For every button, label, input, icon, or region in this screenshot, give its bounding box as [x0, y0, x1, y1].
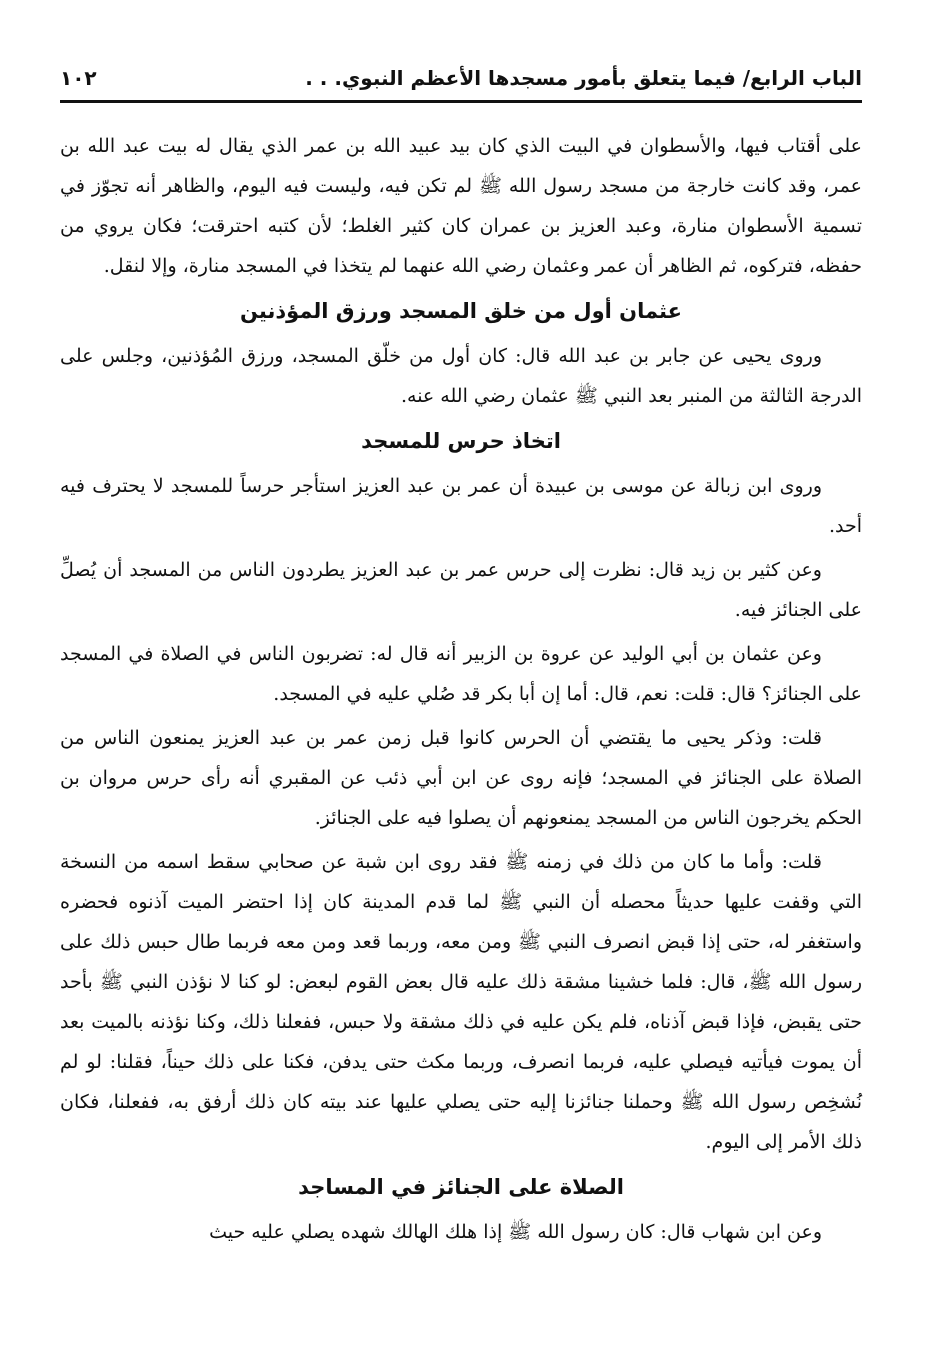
paragraph: وعن كثير بن زيد قال: نظرت إلى حرس عمر بن عبد العزيز يطردون الناس من المسجد أن يُصلِّ على الجنائز فيه.	[60, 559, 862, 621]
page-number: ١٠٢	[60, 66, 97, 90]
paragraph: وعن عثمان بن أبي الوليد عن عروة بن الزبير أنه قال له: تضربون الناس في الصلاة في المسجد على الجنائز؟ قال: قلت: نعم، قال: أما إن أبا بكر قد صُلي عليه في المسجد.	[60, 643, 862, 705]
paragraph: وعن ابن شهاب قال: كان رسول الله ﷺ إذا هلك الهالك شهده يصلي عليه حيث	[209, 1221, 822, 1243]
running-header	[60, 58, 862, 98]
section-heading: عثمان أول من خلق المسجد ورزق المؤذنين	[240, 299, 682, 323]
paragraph: قلت: وذكر يحيى ما يقتضي أن الحرس كانوا قبل زمن عمر بن عبد العزيز يمنعون الناس من الصلاة على الجنائز في المسجد؛ فإنه روى عن ابن أبي ذئب عن المقبري أنه رأى حرس مروان بن الحكم يخرجون الناس من المسجد يمنعونهم أن يصلوا فيه على الجنائز.	[60, 727, 862, 829]
header-rule	[60, 100, 862, 103]
section-heading: اتخاذ حرس للمسجد	[361, 429, 561, 453]
section-heading: الصلاة على الجنائز في المساجد	[298, 1175, 624, 1199]
paragraph: قلت: وأما ما كان من ذلك في زمنه ﷺ فقد روى ابن شبة عن صحابي سقط اسمه من النسخة التي وقفت عليها حديثاً محصله أن النبي ﷺ لما قدم المدينة كان إذا احتضر الميت آذنوه فحضره واستغفر له، حتى إذا قبض انصرف النبي ﷺ ومن معه، وربما قعد ومن معه فربما طال حبس ذلك على رسول الله ﷺ، قال: فلما خشينا مشقة ذلك عليه قال بعض القوم لبعض: لو كنا لا نؤذن النبي ﷺ بأحد حتى يقبض، فإذا قبض آذناه، فلم يكن عليه في ذلك مشقة ولا حبس، ففعلنا ذلك، وكنا نؤذنه بالميت بعد أن يموت فيأتيه فيصلي عليه، فربما انصرف، وربما مكث حتى يدفن، فكنا على ذلك حيناً، فقلنا: لو لم نُشخِص رسول الله ﷺ وحملنا جنائزنا إليه حتى يصلي عليها عند بيته كان ذلك أرفق به، ففعلنا، فكان ذلك الأمر إلى اليوم.	[60, 851, 862, 1153]
chapter-title: الباب الرابع/ فيما يتعلق بأمور مسجدها الأعظم النبوي. . .	[305, 66, 862, 90]
paragraph: وروى يحيى عن جابر بن عبد الله قال: كان أول من خلّق المسجد، ورزق المُؤذنين، وجلس على الدرجة الثالثة من المنبر بعد النبي ﷺ عثمان رضي الله عنه.	[60, 345, 862, 407]
page-body	[60, 126, 862, 1256]
paragraph: على أقتاب فيها، والأسطوان في البيت الذي كان بيد عبيد الله بن عمر الذي يقال له بيت عبد الله بن عمر، وقد كانت خارجة من مسجد رسول الله ﷺ لم تكن فيه، وليست فيه اليوم، والظاهر أنه تجوّز في تسمية الأسطوان منارة، وعبد العزيز بن عمران كان كثير الغلط؛ لأن كتبه احترقت؛ فكان يروي من حفظه، فتركوه، ثم الظاهر أن عمر وعثمان رضي الله عنهما لم يتخذا في المسجد منارة، وإلا لنقل.	[60, 135, 862, 277]
paragraph: وروى ابن زبالة عن موسى بن عبيدة أن عمر بن عبد العزيز استأجر حرساً للمسجد لا يحترف فيه أحد.	[60, 475, 862, 537]
